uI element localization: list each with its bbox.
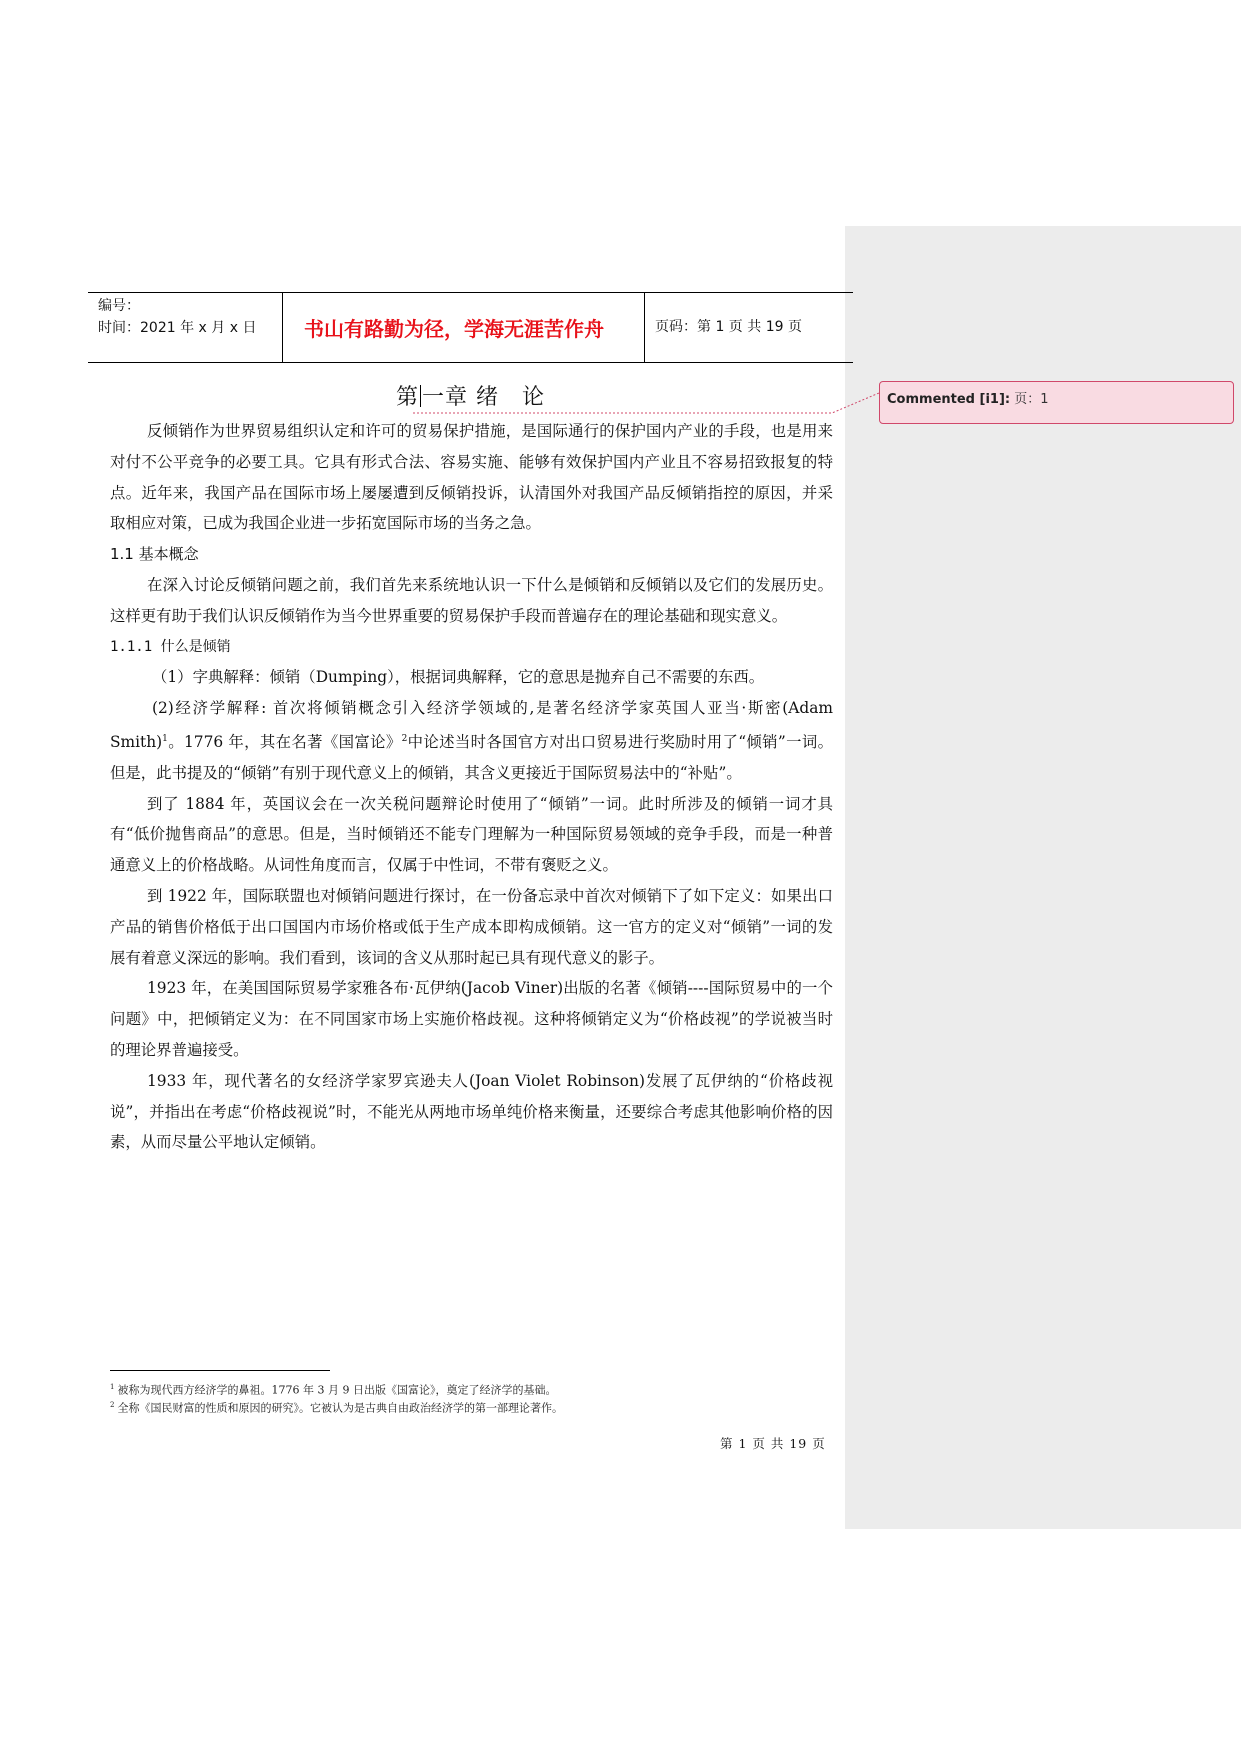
paragraph: 到了 1884 年，英国议会在一次关税问题辩论时使用了“倾销”一词。此时所涉及的倾销一词才具有“低价抛售商品”的意思。但是，当时倾销还不能专门理解为一种国际贸易领域的竞争手段，而是一种普通意义上的价格战略。从词性角度而言，仅属于中性词，不带有褒贬之义。 xyxy=(110,794,833,875)
header-divider xyxy=(644,293,645,362)
paragraph-text: 。1776 年，其在名著《国富论》 xyxy=(167,733,402,752)
footnote xyxy=(110,1396,840,1418)
footnote-mark: 1 xyxy=(110,1383,115,1391)
document-body[interactable] xyxy=(110,416,833,1158)
header-page-number: 页码：第 1 页 共 19 页 xyxy=(655,319,802,335)
comment-balloon[interactable] xyxy=(879,381,1234,424)
header-motto: 书山有路勤为径，学海无涯苦作舟 xyxy=(304,317,604,341)
header-number: 编号： xyxy=(98,298,140,314)
footnote-text: 全称《国民财富的性质和原因的研究》。它被认为是古典自由政治经济学的第一部理论著作。 xyxy=(117,1401,563,1415)
header-info xyxy=(98,295,256,339)
footnote-separator xyxy=(110,1370,330,1371)
comment-title: Commented [i1]: xyxy=(887,392,1011,407)
footnote-text: 被称为现代西方经济学的鼻祖。1776 年 3 月 9 日出版《国富论》，奠定了经济学的基础。 xyxy=(117,1383,557,1397)
paragraph: 反倾销作为世界贸易组织认定和许可的贸易保护措施，是国际通行的保护国内产业的手段，也是用来对付不公平竞争的必要工具。它具有形式合法、容易实施、能够有效保护国内产业且不容易招致报复的特点。近年来，我国产品在国际市场上屡屡遭到反倾销投诉，认清国外对我国产品反倾销指控的原因，并采取相应对策，已成为我国企业进一步拓宽国际市场的当务之急。 xyxy=(110,422,833,533)
paragraph: 到 1922 年，国际联盟也对倾销问题进行探讨，在一份备忘录中首次对倾销下了如下定义：如果出口产品的销售价格低于出口国国内市场价格或低于生产成本即构成倾销。这一官方的定义对“倾销”一词的发展有着意义深远的影响。我们看到，该词的含义从那时起已具有现代意义的影子。 xyxy=(110,887,833,967)
paragraph-text: 中论述当时各国官方对出口贸易进行奖励时用了“倾销”一词。但是，此书提及的“倾销”有别于现代意义上的倾销，其含义更接近于国际贸易法中的“补贴”。 xyxy=(110,733,833,782)
footnote-mark: 2 xyxy=(110,1401,115,1409)
paragraph xyxy=(110,693,833,789)
comment-text: 页：1 xyxy=(1014,392,1049,407)
paragraph: 在深入讨论反倾销问题之前，我们首先来系统地认识一下什么是倾销和反倾销以及它们的发展历史。这样更有助于我们认识反倾销作为当今世界重要的贸易保护手段而普遍存在的理论基础和现实意义。 xyxy=(110,575,833,625)
page-header-table xyxy=(88,292,853,363)
subsection-heading: 1.1.1 什么是倾销 xyxy=(110,638,231,655)
page-footer: 第 1 页 共 19 页 xyxy=(720,1436,826,1451)
footnote-ref[interactable]: 1 xyxy=(162,733,168,744)
chapter-title[interactable] xyxy=(88,380,853,411)
header-divider xyxy=(282,293,283,362)
text-cursor xyxy=(420,385,421,407)
header-time: 时间：2021 年 x 月 x 日 xyxy=(98,320,257,336)
paragraph: 1923 年，在美国国际贸易学家雅各布·瓦伊纳(Jacob Viner)出版的名著《倾销----国际贸易中的一个问题》中，把倾销定义为：在不同国家市场上实施价格歧视。这种将倾销定义为“价格歧视”的学说被当时的理论界普遍接受。 xyxy=(110,979,833,1060)
paragraph-text: (2)经济学解释: 首次将倾销概念引入经济学领域的,是著名经济学家英国人亚当·斯密(Adam Smith) xyxy=(110,699,833,752)
paragraph: （1）字典解释：倾销（Dumping），根据词典解释，它的意思是抛弃自己不需要的东西。 xyxy=(152,668,765,687)
chapter-title-part: 一章 绪 论 xyxy=(422,385,545,410)
footnote-ref[interactable]: 2 xyxy=(401,733,408,744)
paragraph: 1933 年，现代著名的女经济学家罗宾逊夫人(Joan Violet Robinson)发展了瓦伊纳的“价格歧视说”，并指出在考虑“价格歧视说”时，不能光从两地市场单纯价格来衡量，还要综合考虑其他影响价格的因素，从而尽量公平地认定倾销。 xyxy=(110,1071,833,1152)
section-heading: 1.1 基本概念 xyxy=(110,545,199,564)
chapter-title-part: 第 xyxy=(395,385,419,410)
